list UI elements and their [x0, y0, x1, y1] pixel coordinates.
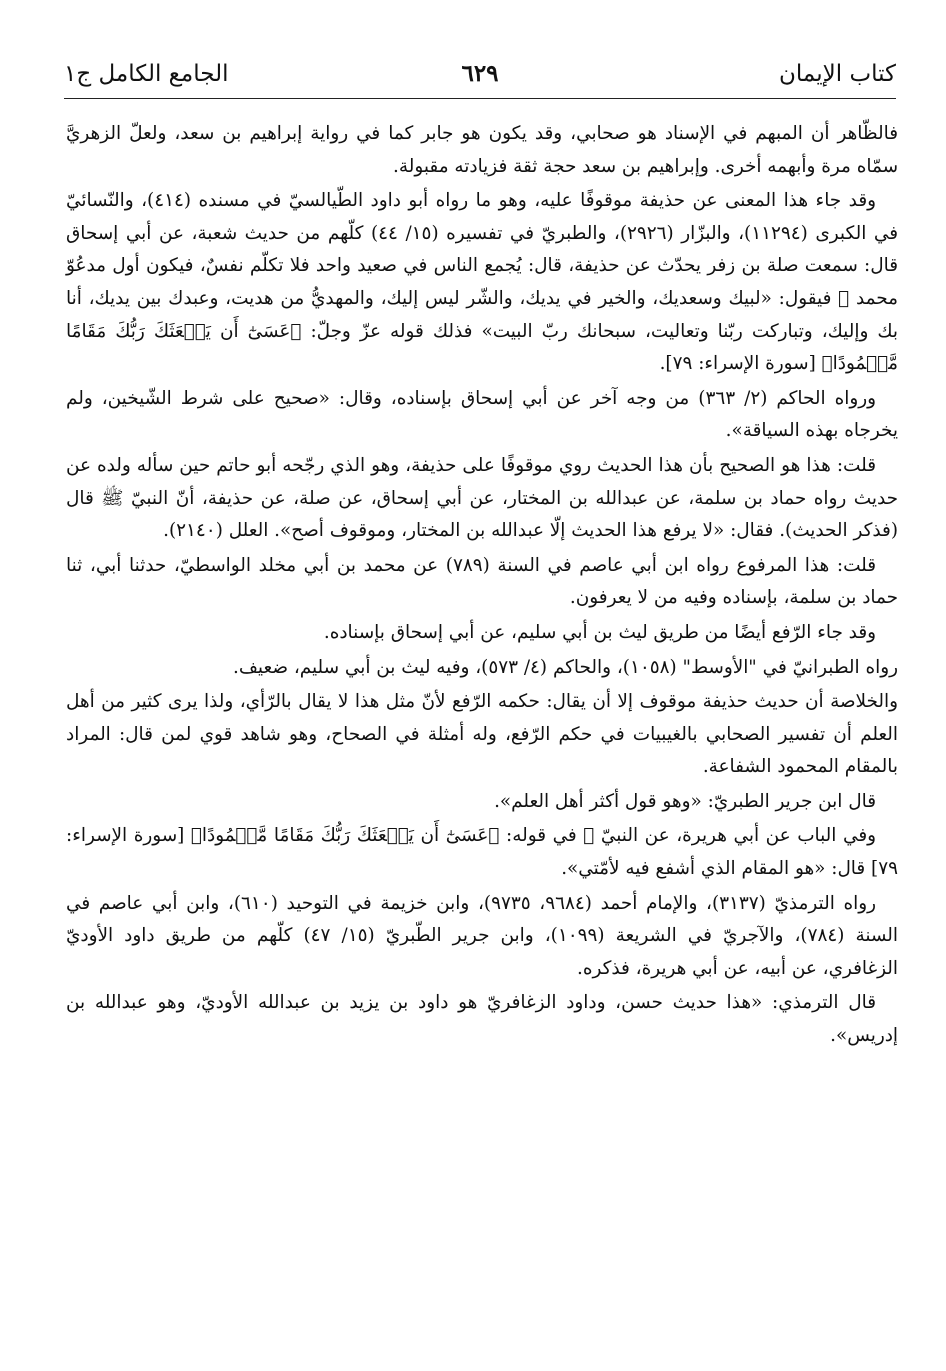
paragraph: وقد جاء الرّفع أيضًا من طريق ليث بن أبي سليم، عن أبي إسحاق بإسناده.	[323, 621, 876, 643]
header-rule	[64, 98, 896, 99]
paragraph: وقد جاء هذا المعنى عن حذيفة موقوفًا عليه، وهو ما رواه أبو داود الطّيالسيّ في مسنده (٤١٤)، والنّسائيّ في الكبرى (١١٢٩٤)، والبزّار (٢٩٢٦)، والطبريّ في تفسيره (١٥/ ٤٤) كلّهم من حديث شعبة، عن أبي إسحاق قال: سمعت صلة بن زفر يحدّث عن حذيفة، قال: يُجمع الناس في صعيد واحد فلا تكلّم نفسٌ، فيكون أول مدعُوّ محمد ﷺ فيقول: «لبيك وسعديك، والخير في يديك، والشّر ليس إليك، والمهديُّ من هديت، وعبدك بين يديك، أنا بك وإليك، وتباركت ربّنا وتعاليت، سبحانك ربّ البيت» فذلك قوله عزّ وجلّ: ﴿عَسَىٰٓ أَن يَبۡعَثَكَ رَبُّكَ مَقَامًا مَّحۡمُودًا﴾ [سورة الإسراء: ٧٩].	[66, 190, 899, 375]
paragraph: قلت: هذا هو الصحيح بأن هذا الحديث روي موقوفًا على حذيفة، وهو الذي رجّحه أبو حاتم حين سأله ولده عن حديث رواه حماد بن سلمة، عن عبدالله بن المختار، عن أبي إسحاق، عن صلة، عن حذيفة، أنّ النبيّ ﷺ قال (فذكر الحديث). فقال: «لا يرفع هذا الحديث إلّا عبدالله بن المختار، وموقوف أصح». العلل (٢١٤٠).	[66, 454, 898, 542]
paragraph: رواه الترمذيّ (٣١٣٧)، والإمام أحمد (٩٦٨٤، ٩٧٣٥)، وابن خزيمة في التوحيد (٦١٠)، وابن أبي عاصم في السنة (٧٨٤)، والآجريّ في الشريعة (١٠٩٩)، وابن جرير الطّبريّ (١٥/ ٤٧) كلّهم من طريق داود الأوديّ الزغافري، عن أبيه، عن أبي هريرة، فذكره.	[66, 892, 898, 979]
paragraph: والخلاصة أن حديث حذيفة موقوف إلا أن يقال: حكمه الرّفع لأنّ مثل هذا لا يقال بالرّأي، ولذا يرى كثير من أهل العلم أن تفسير الصحابي بالغيبيات في حكم الرّفع، وله أمثلة في الصحاح، وهو شاهد قوي لمن قال: المراد بالمقام المحمود الشفاعة.	[66, 691, 898, 778]
paragraph: ورواه الحاكم (٢/ ٣٦٣) من وجه آخر عن أبي إسحاق بإسناده، وقال: «صحيح على شرط الشّيخين، ولم يخرجاه بهذه السياقة».	[66, 387, 898, 442]
book-title: كتاب الإيمان	[779, 61, 896, 87]
paragraph: قال الترمذي: «هذا حديث حسن، وداود الزغافريّ هو داود بن يزيد بن عبدالله الأوديّ، وهو عبدالله بن إدريس».	[66, 992, 898, 1047]
paragraph: رواه الطبرانيّ في "الأوسط" (١٠٥٨)، والحاكم (٤/ ٥٧٣)، وفيه ليث بن أبي سليم، ضعيف.	[233, 656, 898, 678]
paragraph: قال ابن جرير الطبريّ: «وهو قول أكثر أهل العلم».	[494, 790, 876, 812]
paragraph: وفي الباب عن أبي هريرة، عن النبيّ ﷺ في قوله: ﴿عَسَىٰٓ أَن يَبۡعَثَكَ رَبُّكَ مَقَامًا مَّحۡمُودًا﴾ [سورة الإسراء: ٧٩] قال: «هو المقام الذي أشفع فيه لأمّتي».	[66, 825, 898, 880]
volume-title: الجامع الكامل ج١	[64, 61, 229, 87]
paragraph: قلت: هذا المرفوع رواه ابن أبي عاصم في السنة (٧٨٩) عن محمد بن أبي مخلد الواسطيّ، حدثنا أبي، ثنا حماد بن سلمة، بإسناده وفيه من لا يعرفون.	[66, 554, 898, 609]
body-text	[66, 118, 898, 1055]
paragraph: فالظّاهر أن المبهم في الإسناد هو صحابي، وقد يكون هو جابر كما في رواية إبراهيم بن سعد، ولعلّ الزهريَّ سمّاه مرة وأبهمه أخرى. وإبراهيم بن سعد حجة ثقة فزيادته مقبولة.	[66, 123, 898, 177]
page-number: ٦٢٩	[461, 60, 499, 87]
running-header	[64, 56, 896, 92]
